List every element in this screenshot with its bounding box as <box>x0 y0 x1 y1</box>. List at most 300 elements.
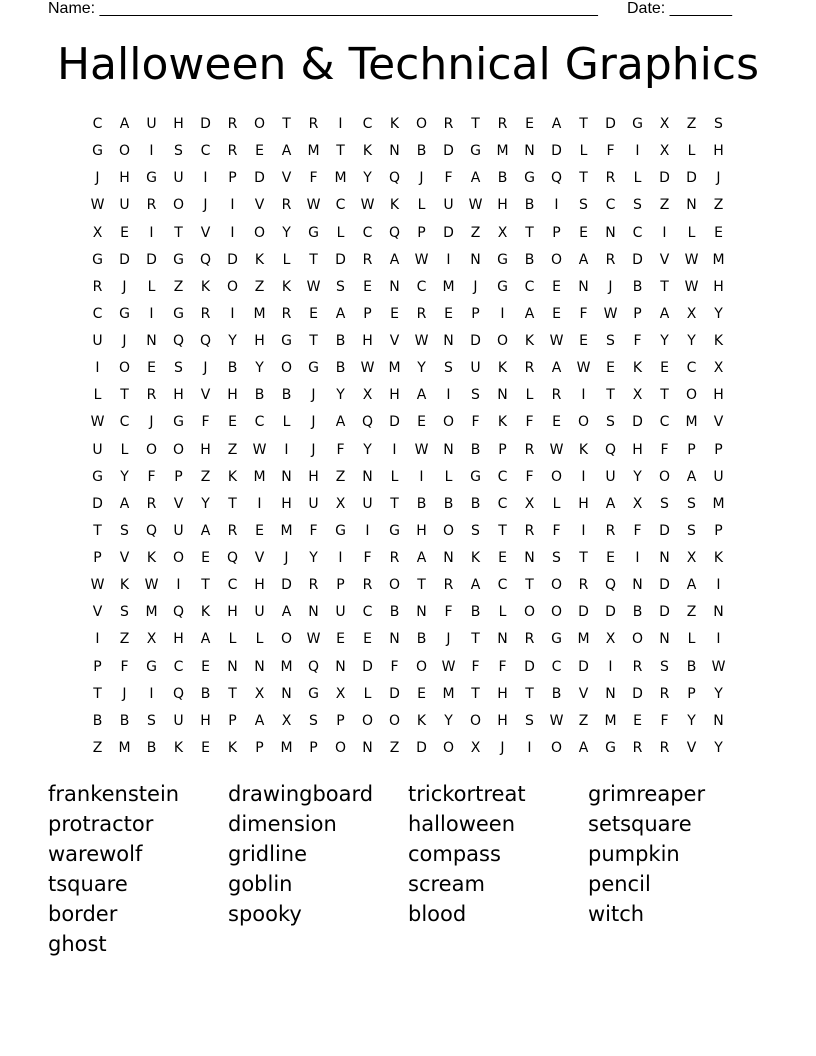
grid-letter: R <box>146 387 157 404</box>
grid-letter: S <box>525 712 534 729</box>
grid-letter: X <box>470 739 481 756</box>
grid-letter: V <box>254 550 265 566</box>
grid-letter: T <box>120 387 129 404</box>
grid-letter: J <box>122 685 127 702</box>
grid-letter: A <box>605 495 616 512</box>
grid-letter: C <box>362 116 373 132</box>
grid-letter: D <box>524 658 535 675</box>
grid-letter: N <box>524 143 535 160</box>
grid-letter: H <box>713 278 724 295</box>
word-bank-item: pumpkin <box>588 842 680 866</box>
grid-letter: W <box>360 197 375 214</box>
grid-letter: S <box>120 522 129 539</box>
grid-letter: A <box>470 577 481 594</box>
grid-letter: N <box>605 224 616 241</box>
grid-letter: P <box>336 577 345 594</box>
grid-letter: Z <box>713 197 724 214</box>
grid-letter: L <box>120 441 129 458</box>
grid-letter: N <box>524 550 535 566</box>
grid-letter: E <box>498 550 507 566</box>
grid-letter: U <box>470 360 481 377</box>
grid-letter: X <box>686 550 697 566</box>
grid-letter: K <box>119 577 130 594</box>
grid-letter: H <box>281 495 292 512</box>
grid-letter: X <box>659 116 670 132</box>
grid-letter: U <box>713 468 724 485</box>
grid-letter: E <box>201 550 210 566</box>
grid-letter: S <box>606 414 615 431</box>
grid-letter: R <box>308 577 319 594</box>
grid-letter: F <box>201 414 210 431</box>
grid-letter: U <box>254 604 265 621</box>
grid-letter: Z <box>686 604 697 621</box>
grid-letter: P <box>471 305 480 322</box>
grid-letter: N <box>389 143 400 160</box>
grid-letter: K <box>524 333 535 349</box>
grid-letter: O <box>550 468 563 485</box>
grid-letter: J <box>446 631 451 648</box>
grid-letter: I <box>95 631 100 648</box>
grid-letter: B <box>416 495 427 512</box>
grid-letter: U <box>173 170 184 187</box>
grid-letter: H <box>200 441 211 458</box>
grid-letter: J <box>284 550 289 566</box>
grid-letter: F <box>525 414 534 431</box>
grid-letter: T <box>579 170 588 187</box>
grid-letter: D <box>146 251 157 268</box>
grid-letter: I <box>149 224 154 241</box>
grid-letter: Z <box>470 224 481 241</box>
grid-letter: T <box>660 387 669 404</box>
grid-letter: W <box>360 360 375 377</box>
grid-letter: A <box>200 522 211 539</box>
grid-letter: B <box>686 658 697 675</box>
grid-letter: K <box>173 739 184 756</box>
grid-letter: T <box>579 116 588 132</box>
grid-letter: B <box>524 251 535 268</box>
grid-letter: L <box>687 143 696 160</box>
grid-letter: W <box>144 577 159 594</box>
grid-letter: D <box>92 495 103 512</box>
grid-letter: R <box>281 197 292 214</box>
grid-letter: D <box>443 143 454 160</box>
grid-letter: O <box>388 712 401 729</box>
grid-letter: R <box>146 495 157 512</box>
grid-letter: L <box>579 143 588 160</box>
grid-letter: R <box>281 305 292 322</box>
grid-letter: T <box>471 116 480 132</box>
grid-letter: A <box>416 387 427 404</box>
grid-letter: B <box>254 387 265 404</box>
grid-letter: A <box>254 712 265 729</box>
grid-letter: B <box>416 631 427 648</box>
grid-letter: X <box>686 305 697 322</box>
grid-letter: A <box>281 604 292 621</box>
grid-letter: I <box>257 495 262 512</box>
grid-letter: O <box>550 604 563 621</box>
grid-letter: D <box>686 170 697 187</box>
word-bank-item: blood <box>408 902 467 926</box>
grid-letter: M <box>577 631 590 648</box>
header-line <box>0 0 816 20</box>
grid-letter: S <box>336 278 345 295</box>
grid-letter: R <box>308 116 319 132</box>
grid-letter: X <box>659 143 670 160</box>
grid-letter: A <box>416 550 427 566</box>
grid-letter: C <box>92 116 103 132</box>
word-bank-item: border <box>48 902 118 926</box>
word-bank-item: dimension <box>228 812 337 836</box>
grid-letter: J <box>419 170 424 187</box>
grid-letter: G <box>389 522 400 539</box>
grid-letter: W <box>684 278 699 295</box>
grid-letter: H <box>119 170 130 187</box>
grid-letter: F <box>390 658 399 675</box>
grid-letter: R <box>362 577 373 594</box>
grid-letter: X <box>281 712 292 729</box>
grid-letter: M <box>442 278 455 295</box>
grid-letter: I <box>581 522 586 539</box>
grid-letter: N <box>443 550 454 566</box>
grid-letter: O <box>145 441 158 458</box>
grid-letter: G <box>92 251 103 268</box>
grid-letter: R <box>659 739 670 756</box>
grid-letter: C <box>497 468 508 485</box>
grid-letter: S <box>606 333 615 349</box>
grid-letter: E <box>660 360 669 377</box>
grid-letter: A <box>335 414 346 431</box>
grid-letter: F <box>309 522 318 539</box>
grid-letter: V <box>389 333 400 349</box>
grid-letter: L <box>282 414 291 431</box>
grid-letter: Z <box>227 441 238 458</box>
grid-letter: C <box>362 224 373 241</box>
grid-letter: A <box>281 143 292 160</box>
grid-letter: V <box>713 414 724 431</box>
grid-letter: Q <box>388 170 401 187</box>
grid-letter: K <box>200 604 211 621</box>
grid-letter: H <box>497 685 508 702</box>
grid-letter: R <box>362 251 373 268</box>
grid-letter: T <box>201 577 210 594</box>
grid-letter: H <box>389 387 400 404</box>
grid-letter: Q <box>604 441 617 458</box>
grid-letter: W <box>414 333 429 349</box>
grid-letter: D <box>389 414 400 431</box>
grid-letter: B <box>227 360 238 377</box>
grid-letter: G <box>632 116 643 132</box>
grid-letter: G <box>119 305 130 322</box>
grid-letter: R <box>443 577 454 594</box>
grid-letter: K <box>578 441 589 458</box>
grid-letter: A <box>524 305 535 322</box>
name-field: Name: ________________________________________________________ <box>48 0 598 17</box>
grid-letter: E <box>552 305 561 322</box>
grid-letter: T <box>228 685 237 702</box>
grid-letter: C <box>632 224 643 241</box>
grid-letter: M <box>280 739 293 756</box>
grid-letter: L <box>498 604 507 621</box>
grid-letter: O <box>550 251 563 268</box>
grid-letter: H <box>713 143 724 160</box>
grid-letter: L <box>552 495 561 512</box>
grid-letter: X <box>632 387 643 404</box>
grid-letter: L <box>93 387 102 404</box>
grid-letter: P <box>498 441 507 458</box>
grid-letter: F <box>660 441 669 458</box>
grid-letter: W <box>90 414 105 431</box>
grid-letter: O <box>280 631 293 648</box>
grid-letter: H <box>362 333 373 349</box>
grid-letter: K <box>416 712 427 729</box>
grid-letter: Y <box>336 387 345 404</box>
grid-letter: U <box>605 468 616 485</box>
grid-letter: P <box>714 522 723 539</box>
grid-letter: S <box>552 550 561 566</box>
grid-letter: L <box>417 197 426 214</box>
grid-letter: D <box>227 251 238 268</box>
grid-letter: N <box>254 658 265 675</box>
grid-letter: U <box>146 116 157 132</box>
grid-letter: K <box>362 143 373 160</box>
grid-letter: C <box>686 360 697 377</box>
grid-letter: R <box>605 170 616 187</box>
grid-letter: T <box>525 577 534 594</box>
grid-letter: R <box>524 631 535 648</box>
grid-letter: W <box>468 197 483 214</box>
grid-letter: X <box>335 495 346 512</box>
grid-letter: Q <box>307 658 320 675</box>
grid-letter: R <box>497 116 508 132</box>
word-bank-item: setsquare <box>588 812 692 836</box>
grid-letter: J <box>95 170 100 187</box>
grid-letter: F <box>471 658 480 675</box>
grid-letter: T <box>174 224 183 241</box>
grid-letter: P <box>687 441 696 458</box>
grid-letter: E <box>579 224 588 241</box>
grid-letter: L <box>390 468 399 485</box>
grid-letter: Y <box>363 441 372 458</box>
grid-letter: V <box>659 251 670 268</box>
grid-letter: X <box>146 631 157 648</box>
grid-letter: B <box>470 495 481 512</box>
grid-letter: R <box>632 739 643 756</box>
grid-letter: K <box>497 360 508 377</box>
grid-letter: F <box>525 468 534 485</box>
grid-letter: R <box>146 197 157 214</box>
grid-letter: P <box>255 739 264 756</box>
grid-letter: D <box>281 577 292 594</box>
word-bank-item: compass <box>408 842 501 866</box>
grid-letter: Z <box>578 712 589 729</box>
grid-letter: J <box>122 278 127 295</box>
grid-letter: O <box>658 468 671 485</box>
grid-letter: M <box>685 414 698 431</box>
grid-letter: N <box>443 441 454 458</box>
grid-letter: E <box>120 224 129 241</box>
grid-letter: I <box>500 305 505 322</box>
grid-letter: N <box>227 658 238 675</box>
grid-letter: G <box>173 305 184 322</box>
grid-letter: F <box>444 604 453 621</box>
grid-letter: D <box>632 414 643 431</box>
grid-letter: K <box>200 278 211 295</box>
grid-letter: W <box>306 278 321 295</box>
grid-letter: D <box>470 333 481 349</box>
grid-letter: N <box>605 685 616 702</box>
date-field: Date: _______ <box>627 0 732 17</box>
grid-letter: H <box>227 604 238 621</box>
grid-letter: D <box>416 739 427 756</box>
grid-letter: E <box>147 360 156 377</box>
word-bank-item: pencil <box>588 872 651 896</box>
grid-letter: R <box>524 522 535 539</box>
grid-letter: D <box>605 604 616 621</box>
grid-letter: L <box>444 468 453 485</box>
grid-letter: L <box>147 278 156 295</box>
grid-letter: I <box>419 468 424 485</box>
grid-letter: P <box>93 658 102 675</box>
grid-letter: G <box>146 658 157 675</box>
grid-letter: L <box>255 631 264 648</box>
grid-letter: Q <box>361 414 374 431</box>
grid-letter: W <box>252 441 267 458</box>
grid-letter: I <box>581 468 586 485</box>
grid-letter: J <box>122 333 127 349</box>
grid-letter: N <box>443 333 454 349</box>
grid-letter: S <box>471 387 480 404</box>
grid-letter: W <box>306 631 321 648</box>
grid-letter: H <box>227 387 238 404</box>
grid-letter: B <box>335 333 346 349</box>
grid-letter: M <box>604 712 617 729</box>
grid-letter: V <box>200 224 211 241</box>
grid-letter: X <box>497 224 508 241</box>
grid-letter: D <box>335 251 346 268</box>
grid-letter: I <box>446 387 451 404</box>
grid-letter: C <box>362 604 373 621</box>
grid-letter: S <box>147 712 156 729</box>
grid-letter: A <box>389 251 400 268</box>
grid-letter: O <box>118 360 131 377</box>
grid-letter: I <box>554 197 559 214</box>
grid-letter: I <box>716 577 721 594</box>
grid-letter: G <box>146 170 157 187</box>
grid-letter: R <box>524 360 535 377</box>
grid-letter: R <box>227 522 238 539</box>
grid-letter: P <box>93 550 102 566</box>
grid-letter: J <box>311 414 316 431</box>
grid-letter: B <box>443 495 454 512</box>
grid-letter: L <box>633 170 642 187</box>
grid-letter: A <box>200 631 211 648</box>
grid-letter: H <box>254 577 265 594</box>
grid-letter: G <box>92 143 103 160</box>
grid-letter: K <box>146 550 157 566</box>
word-bank-item: ghost <box>48 932 107 956</box>
grid-letter: N <box>362 739 373 756</box>
grid-letter: O <box>388 577 401 594</box>
grid-letter: U <box>92 441 103 458</box>
grid-letter: E <box>606 360 615 377</box>
grid-letter: I <box>230 224 235 241</box>
grid-letter: J <box>311 441 316 458</box>
grid-letter: U <box>119 197 130 214</box>
grid-letter: J <box>473 278 478 295</box>
grid-letter: S <box>174 360 183 377</box>
grid-letter: F <box>660 712 669 729</box>
grid-letter: T <box>93 685 102 702</box>
grid-letter: S <box>687 522 696 539</box>
grid-letter: I <box>716 631 721 648</box>
grid-letter: O <box>172 550 185 566</box>
word-bank-item: trickortreat <box>408 782 526 806</box>
grid-letter: Q <box>226 550 239 566</box>
grid-letter: P <box>336 712 345 729</box>
grid-letter: T <box>93 522 102 539</box>
grid-letter: D <box>632 251 643 268</box>
grid-letter: K <box>389 197 400 214</box>
grid-letter: P <box>417 224 426 241</box>
grid-letter: E <box>633 712 642 729</box>
grid-letter: L <box>687 631 696 648</box>
word-bank-item: spooky <box>228 902 302 926</box>
grid-letter: F <box>498 658 507 675</box>
grid-letter: Z <box>92 739 103 756</box>
grid-letter: Y <box>714 305 723 322</box>
grid-letter: B <box>551 685 562 702</box>
grid-letter: X <box>92 224 103 241</box>
word-bank-item: scream <box>408 872 485 896</box>
grid-letter: U <box>92 333 103 349</box>
grid-letter: C <box>497 577 508 594</box>
grid-letter: Y <box>714 685 723 702</box>
grid-letter: N <box>389 278 400 295</box>
grid-letter: E <box>606 550 615 566</box>
grid-letter: N <box>497 387 508 404</box>
grid-letter: V <box>686 739 697 756</box>
grid-letter: E <box>417 685 426 702</box>
grid-letter: S <box>309 712 318 729</box>
grid-letter: W <box>603 305 618 322</box>
grid-letter: P <box>228 170 237 187</box>
grid-letter: G <box>308 224 319 241</box>
grid-letter: V <box>281 170 292 187</box>
grid-letter: U <box>173 712 184 729</box>
grid-letter: B <box>281 387 292 404</box>
grid-letter: F <box>147 468 156 485</box>
grid-letter: D <box>659 522 670 539</box>
grid-letter: G <box>92 468 103 485</box>
grid-letter: A <box>578 739 589 756</box>
grid-letter: N <box>416 604 427 621</box>
grid-letter: S <box>660 495 669 512</box>
grid-letter: F <box>606 143 615 160</box>
grid-letter: Z <box>119 631 130 648</box>
grid-letter: G <box>281 333 292 349</box>
grid-letter: T <box>309 251 318 268</box>
grid-letter: M <box>280 522 293 539</box>
grid-letter: P <box>363 305 372 322</box>
grid-letter: I <box>662 224 667 241</box>
grid-letter: F <box>120 658 129 675</box>
grid-letter: O <box>523 604 536 621</box>
grid-letter: I <box>338 550 343 566</box>
grid-letter: O <box>442 414 455 431</box>
grid-letter: B <box>470 604 481 621</box>
grid-letter: B <box>416 143 427 160</box>
grid-letter: M <box>253 305 266 322</box>
